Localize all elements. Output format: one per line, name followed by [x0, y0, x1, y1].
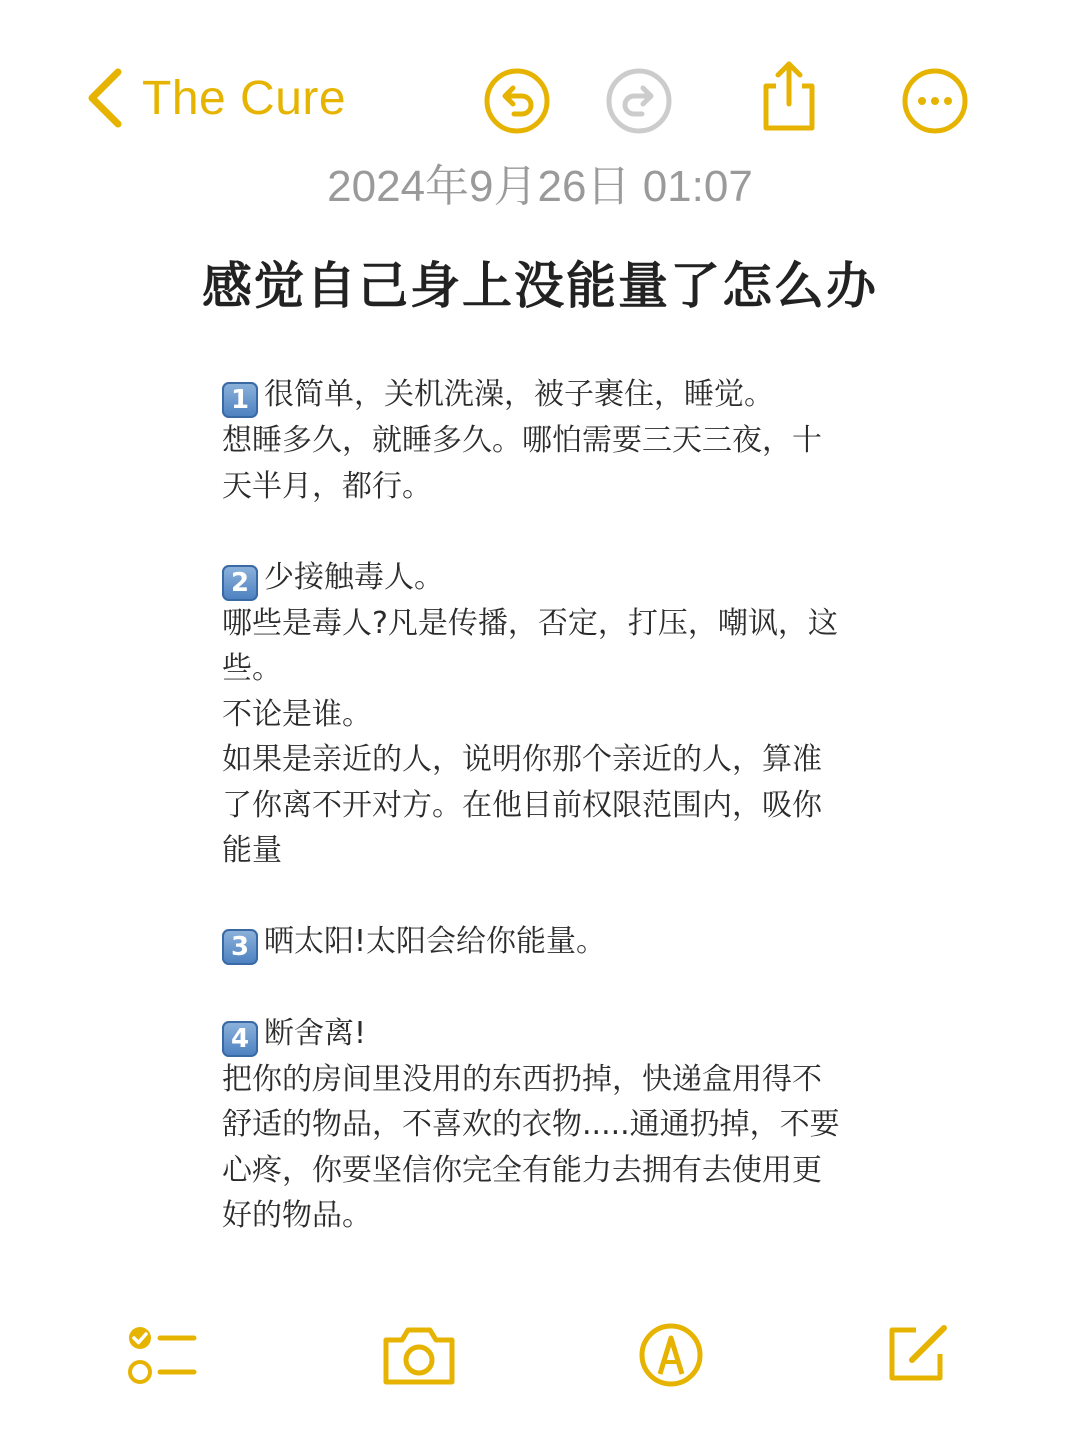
- item-line: 些。: [222, 651, 282, 686]
- back-label: The Cure: [142, 71, 347, 125]
- item-line: 如果是亲近的人，说明你那个亲近的人，算准: [222, 742, 822, 777]
- back-button[interactable]: [82, 62, 346, 134]
- markup-icon: [638, 1322, 704, 1388]
- item-line: 了你离不开对方。在他目前权限范围内，吸你: [222, 787, 822, 823]
- checklist-icon: [126, 1320, 198, 1390]
- share-button[interactable]: [754, 58, 824, 128]
- more-button[interactable]: [900, 66, 970, 136]
- bottom-toolbar: [0, 1300, 1080, 1443]
- camera-icon: [380, 1324, 458, 1386]
- redo-icon: [604, 66, 674, 136]
- keycap-4-icon: 4: [222, 1021, 258, 1057]
- item-line: 哪些是毒人?凡是传播，否定，打压，嘲讽，这: [222, 605, 838, 641]
- keycap-1-icon: 1: [222, 382, 258, 418]
- note-body[interactable]: [222, 372, 912, 1239]
- list-item-4: [222, 1011, 912, 1239]
- camera-button[interactable]: [380, 1324, 458, 1386]
- item-line: 想睡多久，就睡多久。哪怕需要三天三夜，十: [222, 423, 822, 458]
- list-item-2: [222, 555, 912, 874]
- keycap-2-icon: 2: [222, 565, 258, 601]
- list-item-1: [222, 372, 912, 509]
- item-line: 1 很简单，关机洗澡，被子裹住，睡觉。: [222, 372, 912, 418]
- item-line: 天半月，都行。: [222, 468, 432, 504]
- item-line: 把你的房间里没用的东西扔掉，快递盒用得不: [222, 1061, 822, 1097]
- markup-button[interactable]: [638, 1322, 704, 1388]
- item-line: 好的物品。: [222, 1198, 372, 1233]
- keycap-3-icon: 3: [222, 929, 258, 965]
- item-line: 不论是谁。: [222, 696, 372, 732]
- list-item-3: [222, 919, 912, 965]
- compose-button[interactable]: [886, 1320, 952, 1386]
- item-line: 3 晒太阳!太阳会给你能量。: [222, 919, 912, 965]
- top-toolbar: [0, 0, 1080, 150]
- item-line: 舒适的物品，不喜欢的衣物.....通通扔掉，不要: [222, 1107, 840, 1142]
- compose-icon: [886, 1320, 952, 1386]
- note-title: 感觉自己身上没能量了怎么办: [202, 257, 878, 315]
- item-line: 4 断舍离!: [222, 1011, 912, 1057]
- chevron-left-icon: [82, 66, 130, 130]
- checklist-button[interactable]: [126, 1320, 198, 1390]
- note-date: 2024年9月26日 01:07: [327, 162, 753, 211]
- more-icon: [900, 66, 970, 136]
- item-line: 心疼，你要坚信你完全有能力去拥有去使用更: [222, 1152, 822, 1188]
- undo-button[interactable]: [482, 66, 552, 136]
- share-icon: [754, 58, 824, 134]
- item-line: 2 少接触毒人。: [222, 555, 912, 601]
- undo-icon: [482, 66, 552, 136]
- redo-button[interactable]: [604, 66, 674, 136]
- item-line: 能量: [222, 833, 282, 868]
